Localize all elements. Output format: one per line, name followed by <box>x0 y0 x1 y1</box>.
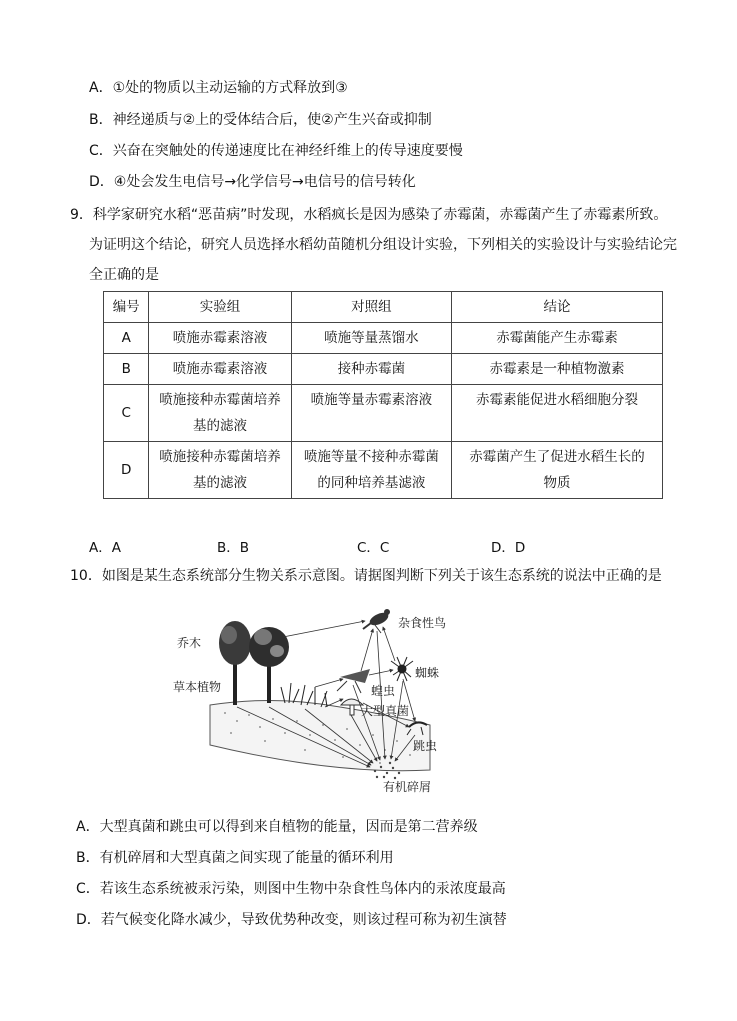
q8-option-c: C．兴奋在突触处的传递速度比在神经纤维上的传导速度要慢 <box>89 143 463 159</box>
label-spider: 蜘蛛 <box>415 666 440 680</box>
header-conclusion: 结论 <box>452 292 663 323</box>
q9-choice-d: D．D <box>491 540 526 556</box>
q10-option-b: B．有机碎屑和大型真菌之间实现了能量的循环利用 <box>76 850 394 866</box>
cell-line: 喷施接种赤霉菌培养 <box>159 449 281 465</box>
ecosystem-svg <box>165 595 485 800</box>
row-experiment: 喷施赤霉素溶液 <box>149 323 291 354</box>
q9-choice-a: A．A <box>89 540 121 556</box>
label-tree: 乔木 <box>177 636 202 650</box>
row-control <box>291 442 451 499</box>
q9-choice-c: C．C <box>357 540 390 556</box>
row-id: B <box>104 354 149 385</box>
row-control: 喷施等量蒸馏水 <box>291 323 451 354</box>
label-debris: 有机碎屑 <box>383 780 432 794</box>
q9-stem-line1: 9．科学家研究水稻“恶苗病”时发现，水稻疯长是因为感染了赤霉菌，赤霉菌产生了赤霉素所致。 <box>70 207 668 223</box>
cell-line: 基的滤液 <box>193 418 248 434</box>
header-control: 对照组 <box>291 292 451 323</box>
q9-table <box>103 291 663 499</box>
row-id: A <box>104 323 149 354</box>
ecosystem-diagram <box>165 595 485 800</box>
row-id: D <box>104 442 149 499</box>
table-row <box>104 385 663 442</box>
bird-icon <box>363 609 390 633</box>
locust-icon <box>337 669 370 693</box>
table-row <box>104 442 663 499</box>
q10-option-c: C．若该生态系统被汞污染，则图中生物中杂食性鸟体内的汞浓度最高 <box>76 881 506 897</box>
label-bird: 杂食性鸟 <box>398 616 447 630</box>
cell-line: 喷施接种赤霉菌培养 <box>159 392 281 408</box>
spider-icon <box>391 657 413 681</box>
row-conclusion: 赤霉素是一种植物激素 <box>452 354 663 385</box>
table-header-row <box>104 292 663 323</box>
cell-line: 喷施等量不接种赤霉菌 <box>303 449 439 465</box>
row-control: 喷施等量赤霉素溶液 <box>291 385 451 442</box>
q9-stem-line3: 全正确的是 <box>89 267 159 283</box>
header-id: 编号 <box>104 292 149 323</box>
cell-line: 物质 <box>543 475 571 491</box>
q10-option-a: A．大型真菌和跳虫可以得到来自植物的能量，因而是第二营养级 <box>76 819 478 835</box>
q10-stem: 10．如图是某生态系统部分生物关系示意图。请据图判断下列关于该生态系统的说法中正确的是 <box>70 568 662 584</box>
row-id: C <box>104 385 149 442</box>
table-row <box>104 354 663 385</box>
row-experiment: 喷施赤霉素溶液 <box>149 354 291 385</box>
header-experiment: 实验组 <box>149 292 291 323</box>
cell-line: 赤霉菌产生了促进水稻生长的 <box>469 449 645 465</box>
row-control: 接种赤霉菌 <box>291 354 451 385</box>
q8-option-b: B．神经递质与②上的受体结合后，使②产生兴奋或抑制 <box>89 112 432 128</box>
q9-stem-line2: 为证明这个结论，研究人员选择水稻幼苗随机分组设计实验，下列相关的实验设计与实验结论完 <box>89 237 677 253</box>
table-row <box>104 323 663 354</box>
row-conclusion: 赤霉素能促进水稻细胞分裂 <box>452 385 663 442</box>
cell-line: 基的滤液 <box>193 475 248 491</box>
row-experiment <box>149 385 291 442</box>
row-experiment <box>149 442 291 499</box>
label-fungus: 大型真菌 <box>361 704 410 718</box>
q10-option-d: D．若气候变化降水减少，导致优势种改变，则该过程可称为初生演替 <box>76 912 507 928</box>
row-conclusion <box>452 442 663 499</box>
label-herb: 草本植物 <box>173 680 222 694</box>
cell-line: 的同种培养基滤液 <box>317 475 426 491</box>
q8-option-d: D．④处会发生电信号→化学信号→电信号的信号转化 <box>89 174 416 190</box>
label-locust: 蝗虫 <box>371 684 396 698</box>
q9-choice-b: B．B <box>217 540 250 556</box>
row-conclusion: 赤霉菌能产生赤霉素 <box>452 323 663 354</box>
tree-icon <box>219 621 289 705</box>
q8-option-a: A．①处的物质以主动运输的方式释放到③ <box>89 80 348 96</box>
label-springtail: 跳虫 <box>413 739 438 753</box>
